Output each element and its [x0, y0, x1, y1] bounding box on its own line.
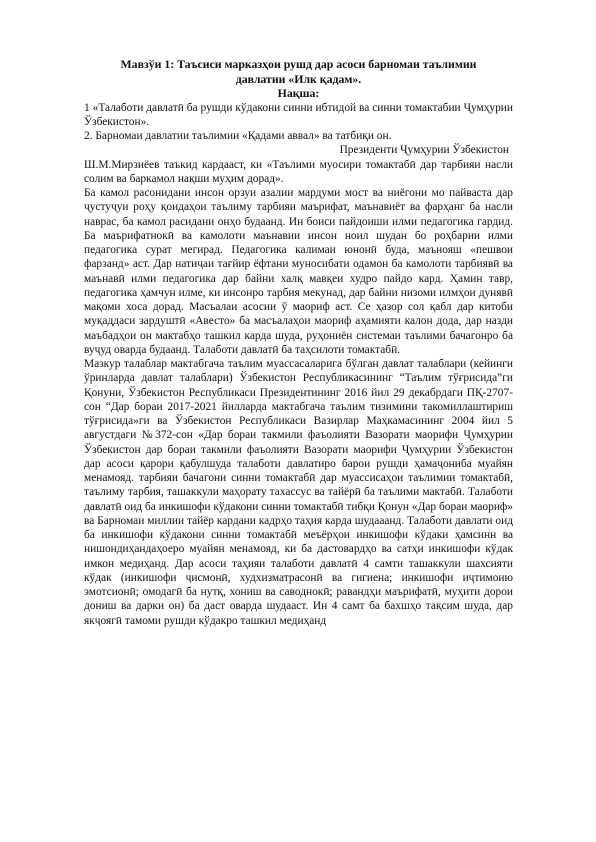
document-title: Мавзўи 1: Таъсиси марказҳои рушд дар асоси барномаи таълимии давлатии «Илк қадам».: [120, 57, 477, 86]
epigraph-author-line: Президенти Ҷумҳурии Ўзбекистон: [339, 144, 509, 157]
plan-item-1: 1 «Талаботи давлатӣ ба рушди кўдакони синни ибтидой ва синни томактабии Ҷумҳурии Ўзбекистон».: [84, 101, 513, 128]
document-body: [84, 158, 513, 628]
plan-heading: Нақша:: [277, 86, 320, 100]
paragraph-3: Мазкур талаблар мактабгача таълим муассасаларига бўлган давлат талаблари (кейинги ўринларда давлат талаблари) Ўзбекистон Республикасининг “Таълим тўғрисида”ги Қонуни, Ўзбекистон Республикаси Президентининг 2016 йил 29 декабрдаги ПҚ-2707-сон “Дар бораи 2017-2021 йилларда мактабгача таълим тизимини такомиллаштириш тўғрисида»ги ва Ўзбекистон Республикаси Вазирлар Маҳкамасининг 2004 йил 5 августдаги №372-сон «Дар бораи такмили фаъолияти Вазорати маорифи Ҷумҳурии Ўзбекистон дар бораи такмили фаъолияти Вазорати маорифи Ҷумҳурии Ўзбекистон дар асоси қарори қабулшуда талаботи давлатиро барои рушди ҳамаҷониба муайян менамояд. тарбияи бачагони синни томактабӣ дар муассисаҳои таълимии томактабӣ, таълиму тарбия, ташаккули маҳорату тахассус ва тайёрӣ ба таълими мактабӣ. Талаботи давлатӣ оид ба инкишофи кўдакони синни томактабӣ тибқи Қонун «Дар бораи маориф» ва Барномаи миллии тайёр кардани кадрҳо таҳия карда шудааанд. Талаботи давлати оид ба инкишофи кўдакони синни томактабӣ меъёрҳои инкишофи кўдаки ҳамсинн ва нишондиҳандаҳоеро муайян менамояд, ки ба дастовардҳо ва сатҳи инкишофи кўдак имкон медиҳанд. Дар асоси таҳияи талаботи давлатӣ 4 самти ташаккули шахсияти кўдак (инкишофи ҷисмонӣ, худхизматрасонӣ ва гигиена; инкишофи иҷтимоию эмотсионӣ; омодагӣ ба нутқ, хониш ва саводнокӣ; равандҳи маърифатӣ, муҳити дорои дониш ва дарки он) ба даст оварда шудааст. Ин 4 самт ба бахшҳо тақсим шуда, дар якҷоягӣ тамоми рушди кўдакро ташкил медиҳанд: [84, 358, 513, 627]
paragraph-1: Ш.М.Мирзиёев таъкид кардааст, ки «Таълими муосири томактабӣ дар тарбияи насли солим ва баркамол нақши муҳим дорад».: [84, 158, 513, 185]
paragraph-2: Ба камол расонидани инсон орзуи азалии мардуми мост ва ниёгони мо пайваста дар ҷустуҷуи роҳу қоидаҳои таълиму тарбияи маърифат, маънавиёт ва фарҳанг ба насли наврас, ба камол расидани онҳо будаанд. Ин боиси пайдоиши илми педагогика гардид. Ба маърифатнокӣ ва камолоти маънавии инсон ноил шудан бо роҳбарии илми педагогика сурат мегирад. Педагогика калимаи юнонӣ буда, маънояш «пешвои фарзанд» аст. Дар натиҷаи тағйир ёфтани муносибати одамон ба камолоти тарбиявӣ ва маънавӣ илми педагогика дар байни халқ мавқеи худро пайдо кард. Ҳамин тавр, педагогика ҳамчун илме, ки инсонро тарбия мекунад, дар байни низоми илмҳои дунявӣ мақоми хоса дорад. Масъалаи асосии ў маориф аст. Се ҳазор сол қабл дар китоби муқаддаси зардуштӣ «Авесто» ба масъалаҳои маориф аҳамияти калон дода, дар назди маъбадҳои он мактабҳо ташкил карда шуда, руҳониён системаи таълими бачагонро ба вуҷуд оварда будаанд. Талаботи давлатӣ ба таҳсилоти томактабӣ.: [84, 187, 513, 356]
plan-list: [84, 101, 513, 144]
document-page: [84, 57, 513, 628]
plan-item-2: 2. Барномаи давлатии таълимии «Қадами аввал» ва татбиқи он.: [84, 130, 392, 142]
